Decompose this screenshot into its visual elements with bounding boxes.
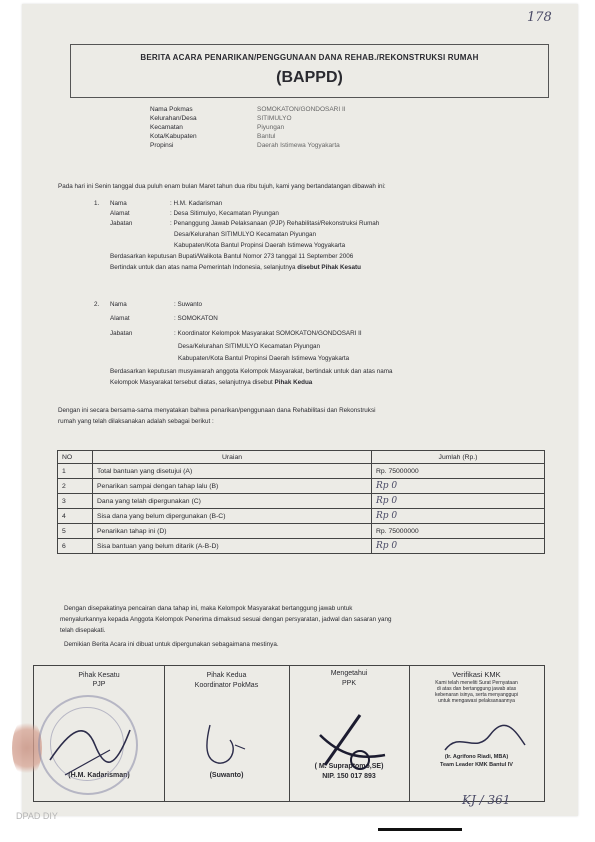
disbursement-table (57, 450, 545, 554)
table-row: 4 Sisa dana yang belum dipergunakan (B-C) Rp 0 (58, 509, 545, 524)
table-row: 6 Sisa bantuan yang belum ditarik (A-B-D) Rp 0 (58, 539, 545, 554)
signature-kadarisman (40, 690, 140, 790)
column-header-no: NO (58, 451, 93, 464)
signer-name: ( M. Supraptomo,SE) (314, 763, 384, 770)
closing-text-2: menyalurkannya kepada Anggota Kelompok Penerima dimaksud sesuai dengan persyaratan, jadwal dan sasaran yang (60, 616, 392, 623)
scan-edge-mark (378, 828, 462, 831)
closing-text-3: telah disepakati. (60, 627, 106, 634)
column-header-jumlah: Jumlah (Rp.) (372, 451, 545, 464)
signer-name: (Ir. Agrifono Riadi, MBA) (444, 754, 509, 760)
column-header-uraian: Uraian (93, 451, 372, 464)
signature-mengetahui: Mengetahui PPK ( M. Supraptomo,SE) NIP. 150 017 893 (289, 666, 410, 801)
pokmas-info: Nama Pokmas SOMOKATON/GONDOSARI II Kelurahan/Desa SITIMULYO Kecamatan Piyungan Kota/Kabupaten Bantul Propinsi Daerah Istimewa Yogyakarta (150, 106, 346, 149)
table-row: 3 Dana yang telah dipergunakan (C) Rp 0 (58, 494, 545, 509)
signature-suwanto (190, 715, 260, 775)
archive-watermark: DPAD DIY (16, 811, 58, 821)
party-1: 1. Nama : H.M. Kadarisman Alamat : Desa Sitimulyo, Kecamatan Piyungan Jabatan : Penanggung Jawab Pelaksanaan (PJP) Rehabilitasi/Rekonstruksi Rumah Desa/Kelurahan SITIMULYO Kecamatan Piyungan Kabupaten/Kota Bantul Propinsi Daerah Istimewa Yogyakarta Berdasarkan keputusan Bupati/Walikota Bantul Nomor 273 tanggal 11 September 2006 Bertindak untuk dan atas nama Pemerintah Indonesia, selanjutnya disebut Pihak Kesatu (94, 200, 380, 271)
closing-text-1: Dengan disepakatinya pencairan dana tahap ini, maka Kelompok Masyarakat bertanggung jawab untuk (64, 605, 353, 612)
pihak-kedua-label: Pihak Kedua (274, 379, 313, 386)
signer-role: Team Leader KMK Bantul IV (440, 762, 513, 768)
closing-text-4: Demikian Berita Acara ini dibuat untuk dipergunakan sebagaimana mestinya. (64, 641, 279, 648)
table-row: 2 Penarikan sampai dengan tahap lalu (B) Rp 0 (58, 479, 545, 494)
signature-kmk (440, 720, 530, 760)
signature-verifikasi: Verifikasi KMK Kami telah meneliti Surat Pernyataan di atas dan bertanggung jawab atas kebenaran isinya, serta menyanggupi untuk mengawasi pelaksanaannya (Ir. Agrifono Riadi, MBA) Team Leader KMK Bantul IV (409, 666, 544, 801)
signer-name: (Suwanto) (209, 772, 244, 779)
document-title: BERITA ACARA PENARIKAN/PENGGUNAAN DANA REHAB./REKONSTRUKSI RUMAH (140, 53, 479, 62)
table-row: 1 Total bantuan yang disetujui (A) Rp. 75000000 (58, 464, 545, 479)
signature-supraptomo (315, 705, 395, 775)
title-box (70, 44, 549, 98)
document-abbreviation: (BAPPD) (276, 69, 343, 86)
party-2: 2. Nama : Suwanto Alamat : SOMOKATON Jabatan : Koordinator Kelompok Masyarakat SOMOKATON/GONDOSARI II Desa/Kelurahan SITIMULYO Kecamatan Piyungan Kabupaten/Kota Bantul Propinsi Daerah Istimewa Yogyakarta Berdasarkan keputusan musyawarah anggota Kelompok Masyarakat, bertindak untuk dan atas nama Kelompok Masyarakat tersebut diatas, selanjutnya disebut Pihak Kedua (94, 301, 393, 386)
statement-text: Dengan ini secara bersama-sama menyatakan bahwa penarikan/penggunaan dana Rehabilitasi dan Rekonstruksi (58, 407, 376, 414)
page-number: 178 (527, 10, 552, 25)
signer-nip: NIP. 150 017 893 (322, 773, 376, 780)
signature-pihak-kedua: Pihak Kedua Koordinator PokMas (Suwanto) (164, 666, 290, 801)
pihak-kesatu-label: disebut Pihak Kesatu (297, 264, 361, 271)
signer-name: (H.M. Kadarisman) (68, 772, 130, 779)
signature-pihak-kesatu: Pihak Kesatu PJP (H.M. Kadarisman) (34, 666, 165, 801)
intro-text: Pada hari ini Senin tanggal dua puluh enam bulan Maret tahun dua ribu tujuh, kami yang bertandatangan dibawah ini: (58, 183, 386, 190)
table-header-row (58, 451, 545, 464)
table-row: 5 Penarikan tahap ini (D) Rp. 75000000 (58, 524, 545, 539)
statement-text-2: rumah yang telah dilaksanakan adalah sebagai berikut : (58, 418, 214, 425)
handwritten-reference: KJ / 361 (462, 793, 511, 807)
